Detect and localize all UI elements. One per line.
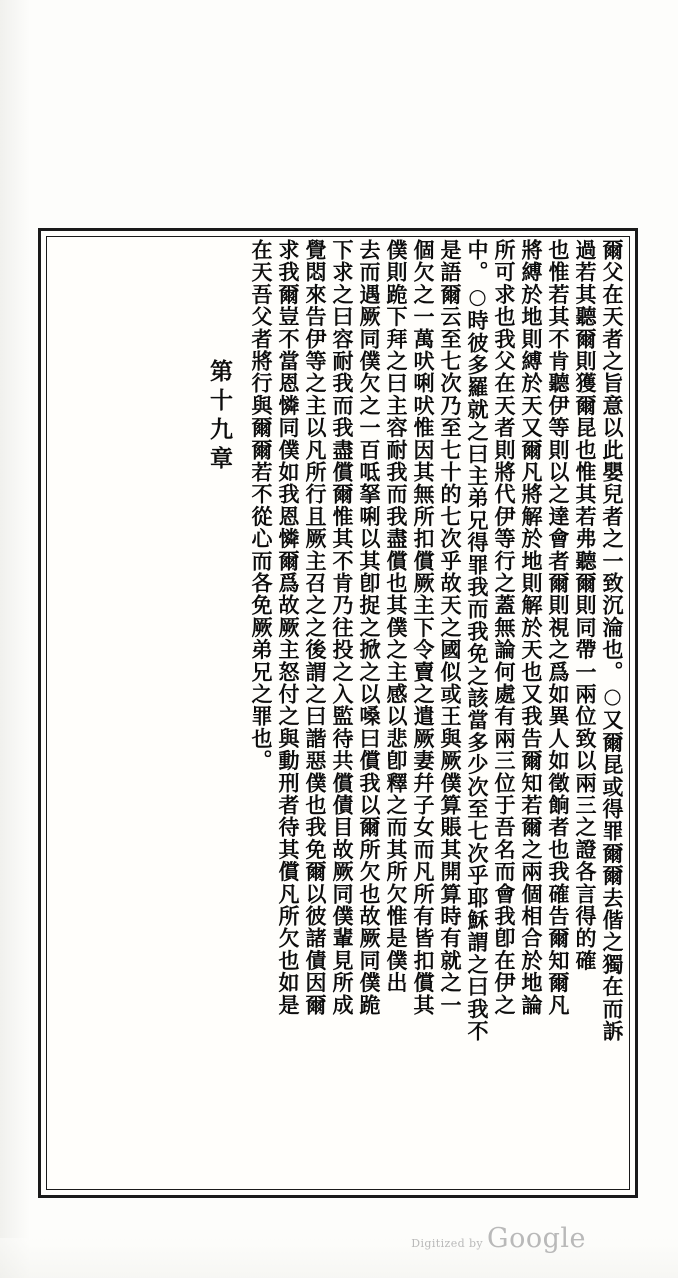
google-digitized-watermark bbox=[411, 1223, 586, 1254]
text-column: 僕則跪下拜之曰主容耐我而我盡償也其僕之主感以悲卽釋之而其所欠惟是僕出 bbox=[384, 239, 409, 994]
watermark-brand: Google bbox=[487, 1223, 586, 1254]
chapter-heading: 第十九章 bbox=[206, 359, 233, 475]
text-column: 也惟若其不肯聽伊等則以之達會者爾則視之爲如異人如徵餉者也我確告爾知爾凡 bbox=[546, 239, 571, 1016]
text-column: 將縛於地則縛於天又爾凡將解於地則解於天也又我告爾知若爾之兩個相合於地論 bbox=[519, 239, 544, 1016]
text-column: 是語爾云至七次乃至七十的七次乎故天之國似或王與厥僕算賬其開算時有就之一 bbox=[438, 239, 463, 1016]
text-column: 去而遇厥同僕欠之一百呧拏唎以其卽捉之掀之以嗓曰償我以爾所欠也故厥同僕跪 bbox=[357, 239, 382, 1016]
text-column: 下求之曰容耐我而我盡償爾惟其不肯乃往投之入監待共償債目故厥同僕輩見所成 bbox=[330, 239, 355, 1016]
column-gutter bbox=[233, 239, 247, 1187]
text-column: 覺悶來告伊等之主以凡所行且厥主召之之後謂之曰諧惡僕也我免爾以彼諸債因爾 bbox=[303, 239, 328, 1016]
text-block-frame bbox=[38, 228, 638, 1198]
page-edge-shadow-left bbox=[0, 0, 30, 1278]
text-column: 在天吾父者將行與爾爾若不從心而各免厥弟兄之罪也。 bbox=[249, 239, 274, 772]
text-column: 求我爾豈不當恩憐同僕如我恩憐爾爲故厥主怒付之與動刑者待其償凡所欠也如是 bbox=[276, 239, 301, 1016]
text-column: 所可求也我父在天者則將代伊等行之蓋無論何處有兩三位于吾名而會我卽在伊之 bbox=[492, 239, 517, 1016]
text-column: 個欠之一萬吠唎吠惟因其無所扣償厥主下令賣之遣厥妻幷子女而凡所有皆扣償其 bbox=[411, 239, 436, 1016]
text-column: 過若其聽爾則獲爾昆也惟其若弗聽爾則同帶一兩位致以兩三之證各言得的確 bbox=[573, 239, 598, 972]
vertical-text-columns bbox=[51, 239, 625, 1187]
watermark-prefix: Digitized by bbox=[411, 1237, 484, 1250]
text-column: 爾父在天者之旨意以此嬰兒者之一致沉淪也。○又爾昆或得罪爾爾去偕之獨在而訴 bbox=[600, 239, 625, 1043]
text-column: 中。○時彼多羅就之曰主弟兄得罪我而我免之該當多少次至七次乎耶穌謂之曰我不 bbox=[465, 239, 490, 1043]
